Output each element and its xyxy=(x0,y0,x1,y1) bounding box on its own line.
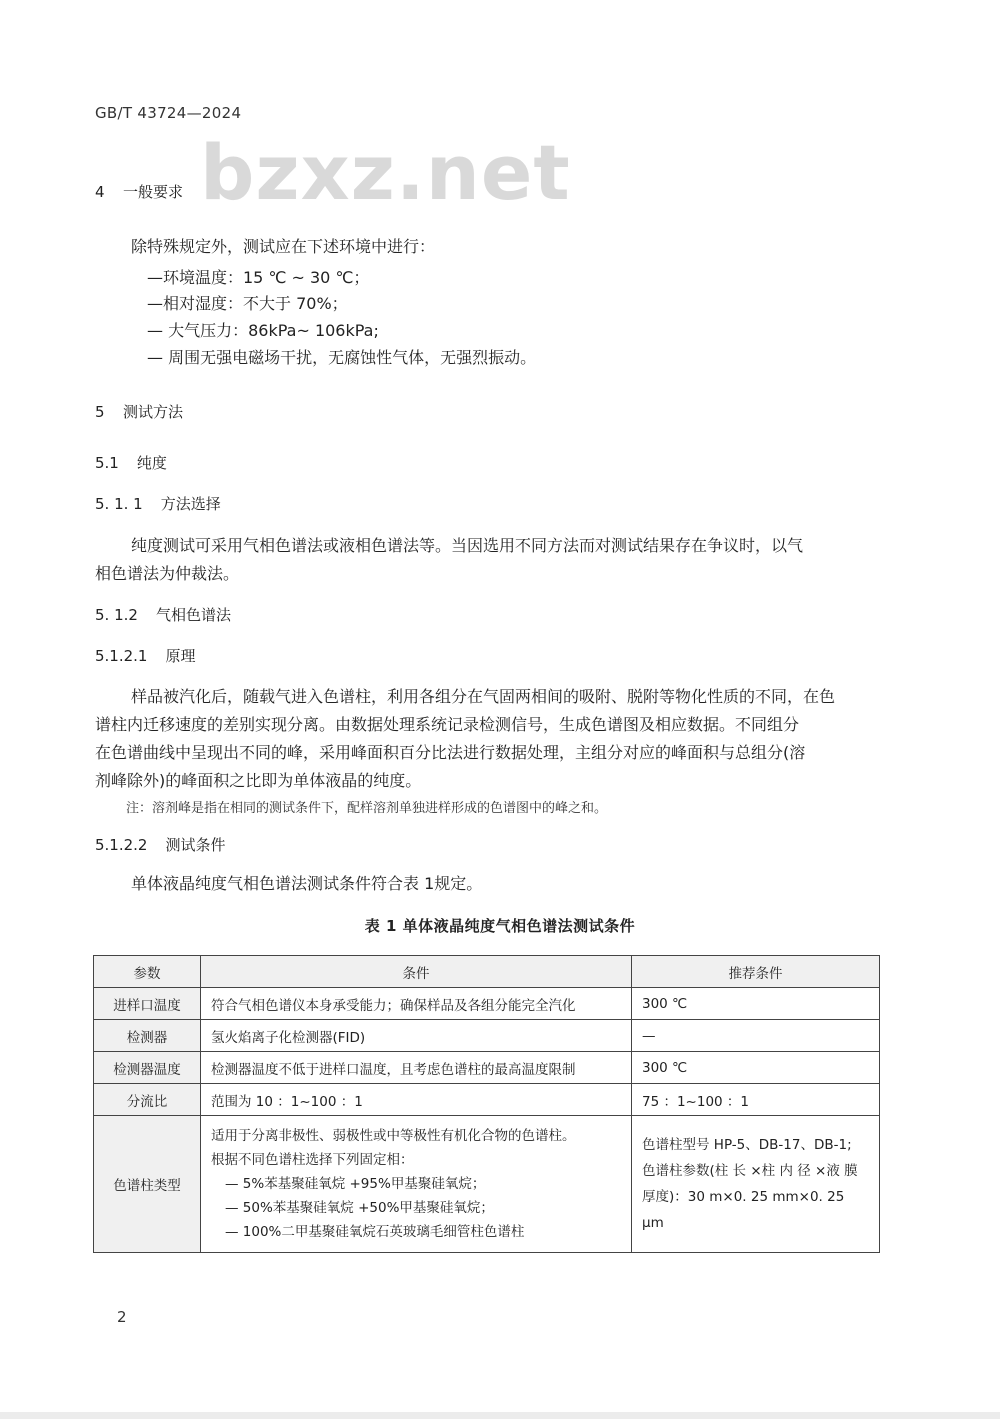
section-5-1-heading xyxy=(95,452,167,473)
condition-cell: 氢火焰离子化检测器(FID) xyxy=(201,1020,632,1052)
section-number: 5. 1.2 xyxy=(95,606,138,624)
table-caption: 表 1 单体液晶纯度气相色谱法测试条件 xyxy=(364,917,636,935)
param-cell: 检测器温度 xyxy=(94,1052,201,1084)
section-4-intro: 除特殊规定外，测试应在下述环境中进行： xyxy=(131,237,436,256)
section-5-1-1-heading xyxy=(95,493,221,514)
condition-cell xyxy=(201,1116,632,1253)
table-row xyxy=(94,988,880,1020)
recommended-cell: 300 ℃ xyxy=(632,988,880,1020)
table-row xyxy=(94,1020,880,1052)
table-row xyxy=(94,1084,880,1116)
env-humidity-item: —相对湿度：不大于 70%； xyxy=(147,294,348,313)
param-cell: 色谱柱类型 xyxy=(94,1116,201,1253)
recommended-line: 色谱柱参数(柱 长 ×柱 内 径 ×液 膜 xyxy=(642,1163,858,1179)
recommended-line: 厚度)：30 m×0. 25 mm×0. 25 μm xyxy=(642,1189,845,1231)
env-pressure-item: — 大气压力：86kPa~ 106kPa; xyxy=(147,321,379,340)
condition-line: 适用于分离非极性、弱极性或中等极性有机化合物的色谱柱。 xyxy=(211,1128,576,1144)
section-title: 气相色谱法 xyxy=(155,606,231,624)
env-temperature-item: —环境温度：15 ℃ ~ 30 ℃； xyxy=(147,268,370,287)
page-number: 2 xyxy=(117,1308,127,1326)
section-title: 原理 xyxy=(165,647,196,665)
condition-cell: 范围为 10 ：1~100 ：1 xyxy=(201,1084,632,1116)
param-cell: 分流比 xyxy=(94,1084,201,1116)
column-header-recommended: 推荐条件 xyxy=(632,956,880,988)
section-title: 纯度 xyxy=(136,454,167,472)
test-conditions-table xyxy=(93,955,880,1253)
recommended-cell: 75 ：1~100 ：1 xyxy=(632,1084,880,1116)
principle-text-line-1: 样品被汽化后，随载气进入色谱柱，利用各组分在气固两相间的吸附、脱附等物化性质的不同，在色 xyxy=(131,687,836,706)
section-title: 一般要求 xyxy=(123,183,184,201)
section-number: 5.1.2.2 xyxy=(95,836,148,854)
section-number: 5.1.2.1 xyxy=(95,647,148,665)
recommended-line: 色谱柱型号 HP-5、DB-17、DB-1; xyxy=(642,1137,852,1153)
section-title: 测试方法 xyxy=(123,403,184,421)
section-number: 4 xyxy=(95,183,105,201)
principle-note: 注：溶剂峰是指在相同的测试条件下，配样溶剂单独进样形成的色谱图中的峰之和。 xyxy=(126,801,608,816)
recommended-cell: — xyxy=(632,1020,880,1052)
page-bottom-edge xyxy=(0,1412,1000,1419)
env-interference-item: — 周围无强电磁场干扰，无腐蚀性气体，无强烈振动。 xyxy=(147,348,537,367)
param-cell: 进样口温度 xyxy=(94,988,201,1020)
principle-text-line-2: 谱柱内迁移速度的差别实现分离。由数据处理系统记录检测信号，生成色谱图及相应数据。不同组分 xyxy=(95,715,800,734)
section-number: 5 xyxy=(95,403,105,421)
recommended-cell xyxy=(632,1116,880,1253)
stationary-phase-item: — 50%苯基聚硅氧烷 +50%甲基聚硅氧烷； xyxy=(225,1200,494,1216)
section-5-1-2-1-heading xyxy=(95,645,196,666)
principle-text-line-3: 在色谱曲线中呈现出不同的峰，采用峰面积百分比法进行数据处理，主组分对应的峰面积与总组分(溶 xyxy=(95,743,806,762)
table-row xyxy=(94,1052,880,1084)
section-5-heading xyxy=(95,401,183,422)
standard-number: GB/T 43724—2024 xyxy=(95,104,242,122)
stationary-phase-item: — 100%二甲基聚硅氧烷石英玻璃毛细管柱色谱柱 xyxy=(225,1224,525,1240)
section-number: 5.1 xyxy=(95,454,119,472)
column-header-condition: 条件 xyxy=(201,956,632,988)
section-number: 5. 1. 1 xyxy=(95,495,143,513)
table-row xyxy=(94,1116,880,1253)
column-header-parameter: 参数 xyxy=(94,956,201,988)
section-title: 测试条件 xyxy=(165,836,226,854)
condition-cell: 检测器温度不低于进样口温度，且考虑色谱柱的最高温度限制 xyxy=(201,1052,632,1084)
section-5-1-2-2-heading xyxy=(95,834,226,855)
param-cell: 检测器 xyxy=(94,1020,201,1052)
condition-line: 根据不同色谱柱选择下列固定相： xyxy=(211,1152,414,1168)
section-4-heading xyxy=(95,181,183,202)
method-selection-text-line-1: 纯度测试可采用气相色谱法或液相色谱法等。当因选用不同方法而对测试结果存在争议时，以气 xyxy=(131,536,804,555)
table-header-row xyxy=(94,956,880,988)
section-5-1-2-heading xyxy=(95,604,231,625)
section-title: 方法选择 xyxy=(160,495,221,513)
recommended-cell: 300 ℃ xyxy=(632,1052,880,1084)
principle-text-line-4: 剂峰除外)的峰面积之比即为单体液晶的纯度。 xyxy=(95,771,422,790)
condition-cell: 符合气相色谱仪本身承受能力；确保样品及各组分能完全汽化 xyxy=(201,988,632,1020)
stationary-phase-item: — 5%苯基聚硅氧烷 +95%甲基聚硅氧烷； xyxy=(225,1176,486,1192)
method-selection-text-line-2: 相色谱法为仲裁法。 xyxy=(95,564,240,583)
test-conditions-text: 单体液晶纯度气相色谱法测试条件符合表 1规定。 xyxy=(131,874,483,893)
watermark-logo: bzxz.net xyxy=(200,128,571,217)
